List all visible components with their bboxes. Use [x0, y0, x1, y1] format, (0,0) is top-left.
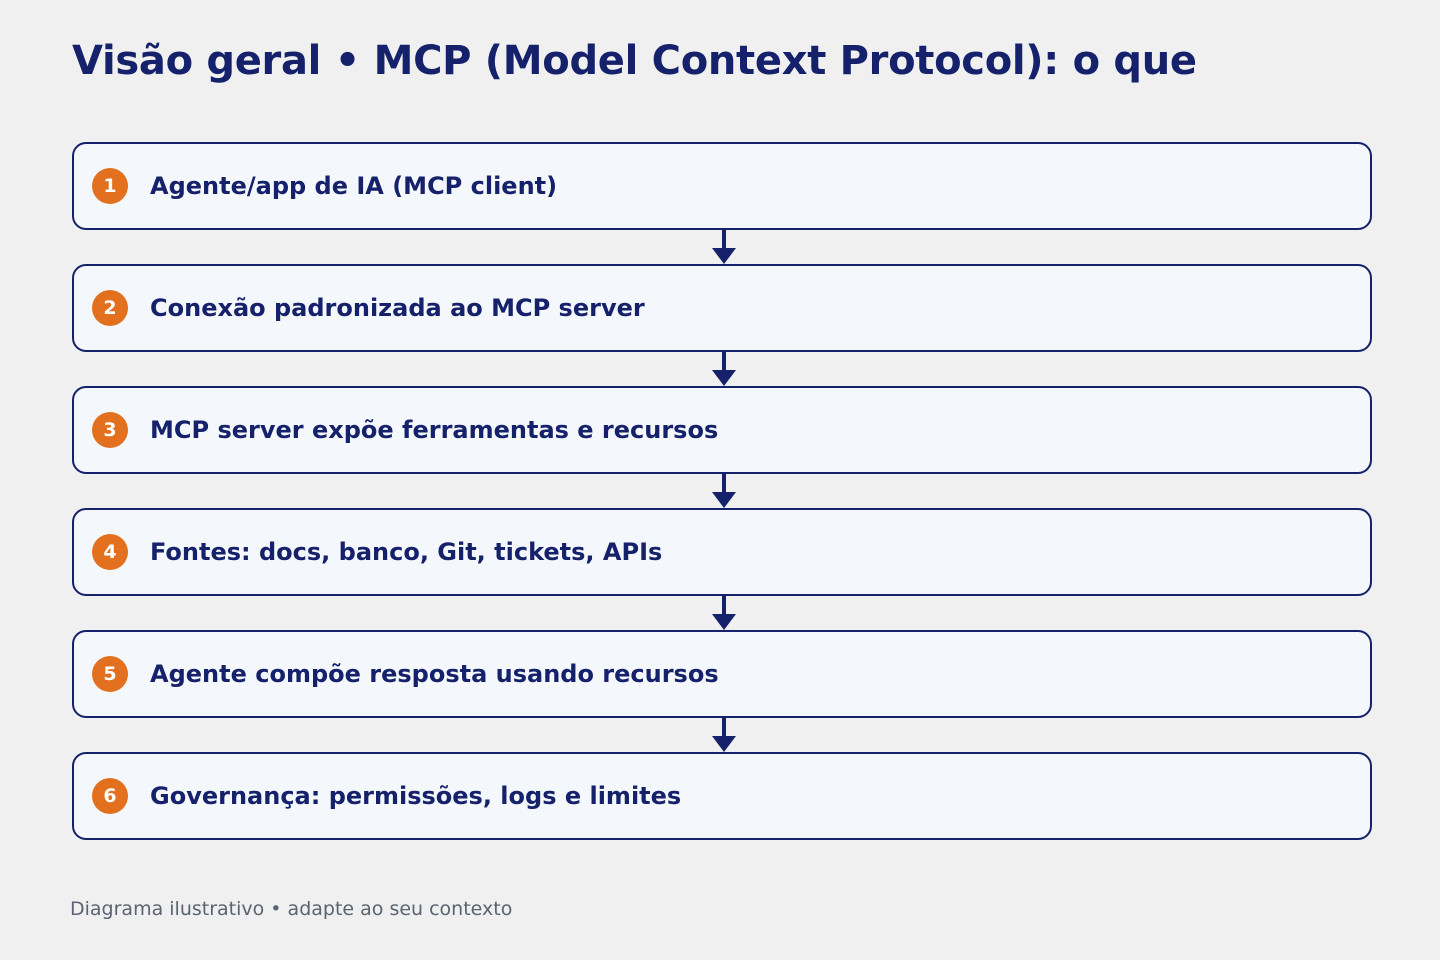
flow-step-5[interactable] — [72, 630, 1372, 718]
arrow-down-icon-5 — [72, 718, 1372, 752]
page-title: Visão geral • MCP (Model Context Protocol): o que — [72, 38, 1197, 84]
flow-steps-list — [72, 142, 1372, 840]
arrow-head — [712, 248, 736, 264]
arrow-down-icon-3 — [72, 474, 1372, 508]
flow-step-4[interactable] — [72, 508, 1372, 596]
flow-step-6-wrapper — [72, 752, 1372, 840]
arrow-down-icon-4 — [72, 596, 1372, 630]
step-label: Conexão padronizada ao MCP server — [150, 294, 645, 322]
flow-step-2[interactable] — [72, 264, 1372, 352]
footnote-text: Diagrama ilustrativo • adapte ao seu contexto — [70, 898, 513, 920]
step-number-badge: 6 — [92, 778, 128, 814]
step-number-badge: 5 — [92, 656, 128, 692]
flow-step-1[interactable] — [72, 142, 1372, 230]
arrow-head — [712, 614, 736, 630]
arrow-head — [712, 492, 736, 508]
flow-step-6[interactable] — [72, 752, 1372, 840]
step-label: Fontes: docs, banco, Git, tickets, APIs — [150, 538, 663, 566]
flow-step-1-wrapper — [72, 142, 1372, 230]
flow-step-2-wrapper — [72, 264, 1372, 352]
step-label: MCP server expõe ferramentas e recursos — [150, 416, 719, 444]
arrow-head — [712, 736, 736, 752]
step-number-badge: 4 — [92, 534, 128, 570]
flow-step-3-wrapper — [72, 386, 1372, 474]
step-number-badge: 1 — [92, 168, 128, 204]
step-label: Agente compõe resposta usando recursos — [150, 660, 719, 688]
step-number-badge: 3 — [92, 412, 128, 448]
step-label: Agente/app de IA (MCP client) — [150, 172, 558, 200]
flow-step-3[interactable] — [72, 386, 1372, 474]
step-label: Governança: permissões, logs e limites — [150, 782, 682, 810]
arrow-down-icon-1 — [72, 230, 1372, 264]
flow-step-5-wrapper — [72, 630, 1372, 718]
step-number-badge: 2 — [92, 290, 128, 326]
arrow-head — [712, 370, 736, 386]
flow-step-4-wrapper — [72, 508, 1372, 596]
arrow-down-icon-2 — [72, 352, 1372, 386]
